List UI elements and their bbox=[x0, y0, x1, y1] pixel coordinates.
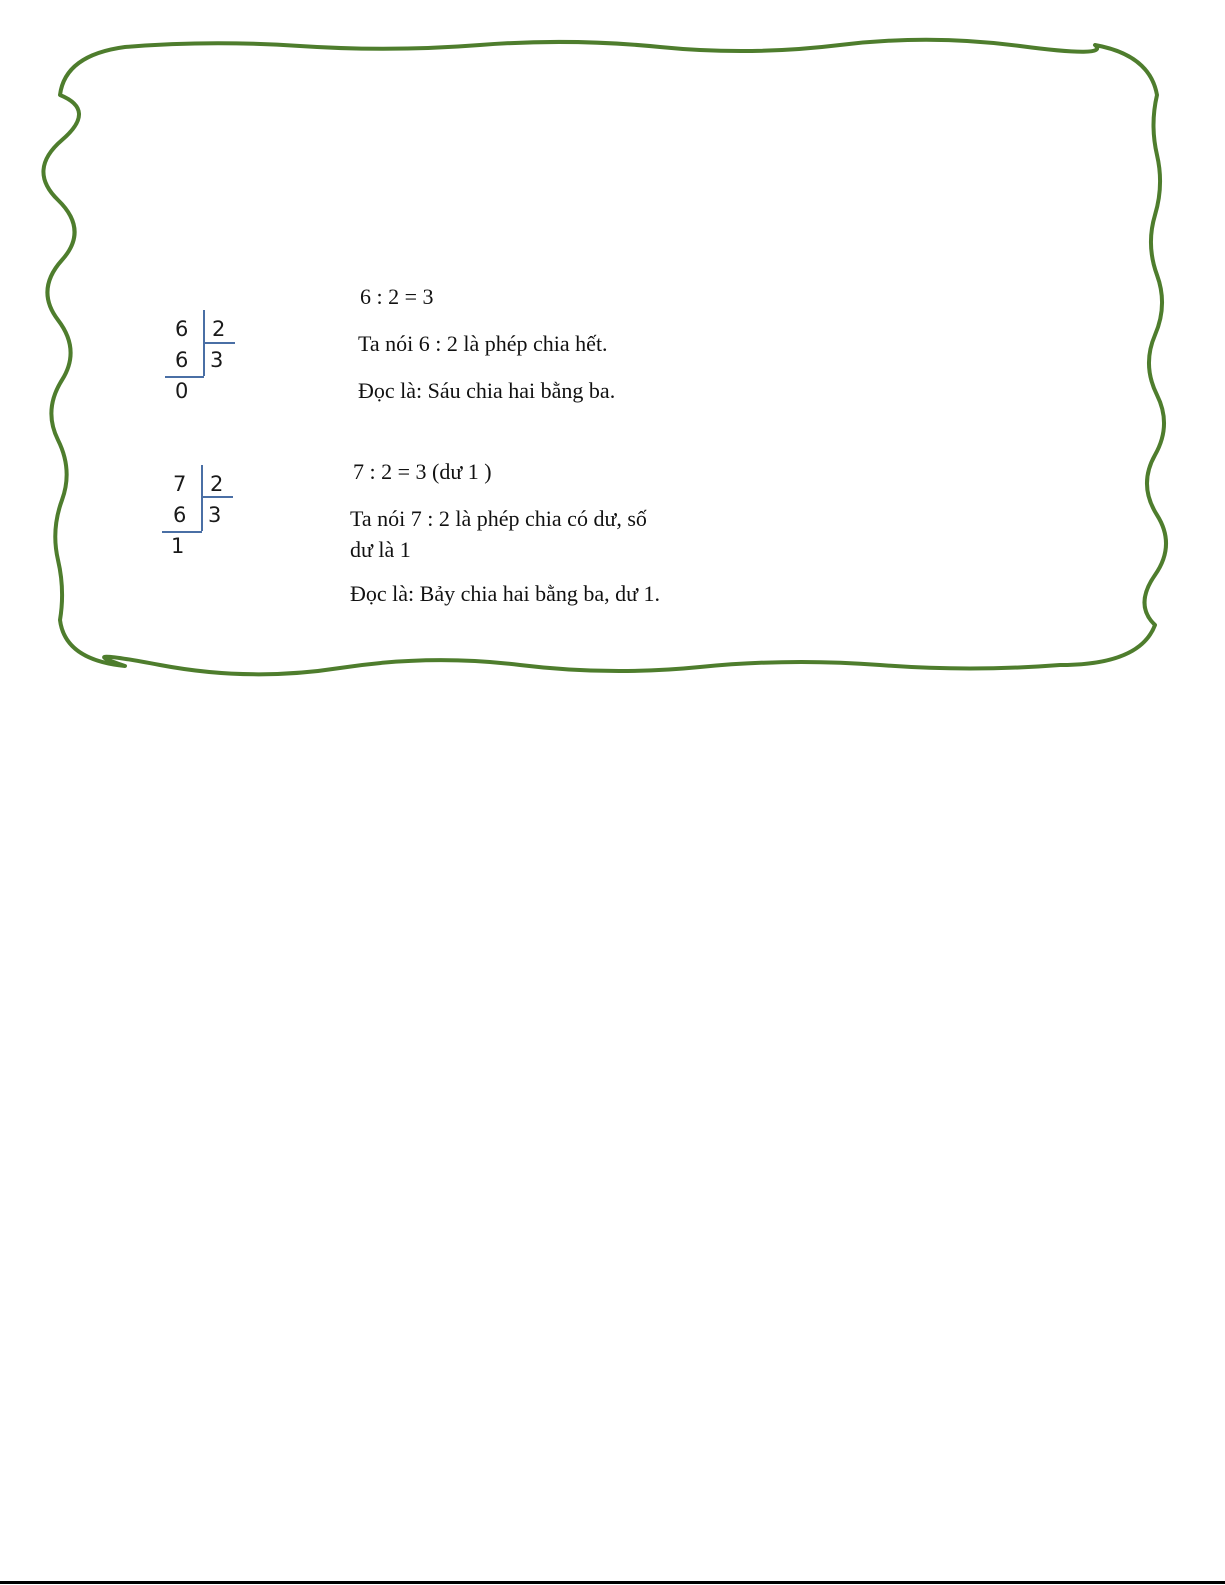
dividend: 6 bbox=[175, 317, 189, 341]
example-1-reading: Đọc là: Sáu chia hai bằng ba. bbox=[358, 378, 616, 403]
remainder: 0 bbox=[175, 379, 189, 403]
quotient-underline bbox=[201, 496, 233, 498]
example-2-statement-line-1: Ta nói 7 : 2 là phép chia có dư, số bbox=[350, 506, 647, 531]
page-bottom-rule bbox=[0, 1581, 1225, 1584]
example-1-equation: 6 : 2 = 3 bbox=[360, 284, 434, 309]
dividend: 7 bbox=[173, 472, 187, 496]
quotient: 3 bbox=[210, 348, 224, 372]
quotient-underline bbox=[203, 342, 235, 344]
quotient: 3 bbox=[208, 503, 222, 527]
subtraction-line bbox=[162, 531, 202, 533]
example-2-equation: 7 : 2 = 3 (dư 1 ) bbox=[353, 459, 492, 484]
subtraction-line bbox=[165, 376, 204, 378]
product: 6 bbox=[175, 348, 189, 372]
example-2-reading: Đọc là: Bảy chia hai bằng ba, dư 1. bbox=[350, 581, 661, 606]
divisor: 2 bbox=[210, 472, 224, 496]
long-division-7-by-2 bbox=[158, 465, 248, 565]
product: 6 bbox=[173, 503, 187, 527]
remainder: 1 bbox=[171, 534, 185, 558]
divisor: 2 bbox=[212, 317, 226, 341]
example-2-statement-line-2: dư là 1 bbox=[350, 537, 411, 562]
division-vertical-line bbox=[201, 465, 203, 531]
example-1-statement: Ta nói 6 : 2 là phép chia hết. bbox=[358, 331, 608, 356]
long-division-6-by-2 bbox=[160, 310, 250, 410]
